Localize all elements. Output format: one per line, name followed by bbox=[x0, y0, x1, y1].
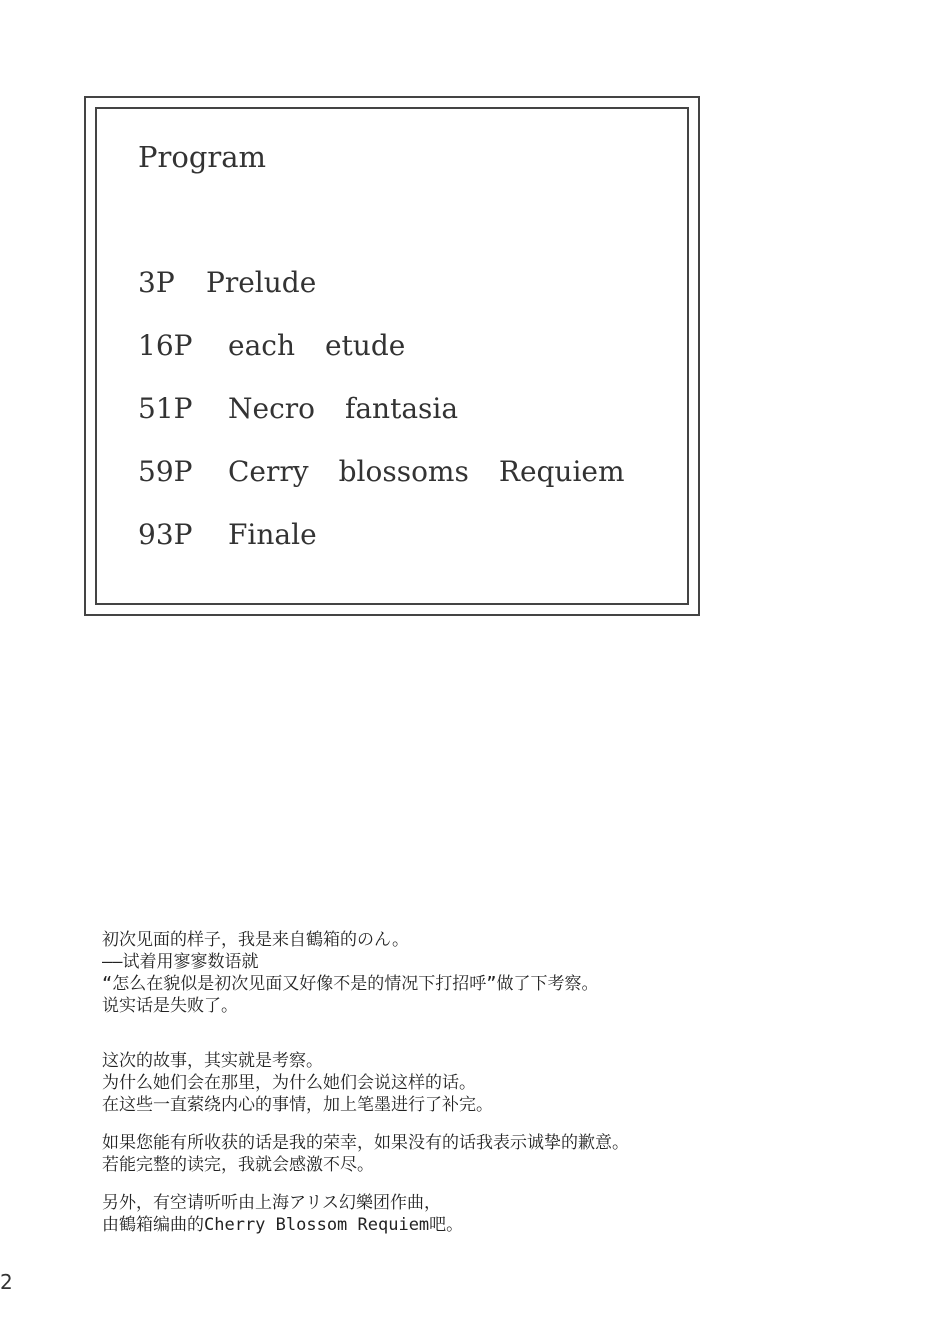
toc-page: 16P bbox=[138, 329, 193, 362]
note-line: 另外，有空请听听由上海アリス幻樂团作曲， bbox=[102, 1193, 441, 1213]
note-line: 由鶴箱编曲的Cherry Blossom Requiem吧。 bbox=[102, 1215, 464, 1235]
toc-entry bbox=[138, 329, 435, 362]
note-line: 若能完整的读完，我就会感激不尽。 bbox=[102, 1155, 374, 1175]
note-line: 说实话是失败了。 bbox=[102, 996, 238, 1016]
toc-page: 93P bbox=[138, 518, 193, 551]
toc-page: 51P bbox=[138, 392, 193, 425]
note-line: 初次见面的样子，我是来自鶴箱的のん。 bbox=[102, 930, 410, 950]
toc-page: 59P bbox=[138, 455, 193, 488]
toc-word: Finale bbox=[228, 518, 317, 551]
toc-entry bbox=[138, 392, 488, 425]
note-line: 这次的故事，其实就是考察。 bbox=[102, 1051, 323, 1071]
toc-entry bbox=[138, 455, 655, 488]
toc-word: etude bbox=[324, 329, 406, 362]
toc-word: Requiem bbox=[498, 455, 625, 488]
program-title: Program bbox=[138, 140, 267, 174]
note-line: 为什么她们会在那里，为什么她们会说这样的话。 bbox=[102, 1073, 476, 1093]
toc-word: Cerry bbox=[228, 455, 309, 488]
note-line: ——试着用寥寥数语就 bbox=[102, 952, 259, 972]
toc-entry bbox=[138, 518, 347, 551]
toc-word: each bbox=[228, 329, 295, 362]
note-line: “怎么在貌似是初次见面又好像不是的情况下打招呼”做了下考察。 bbox=[102, 974, 599, 994]
toc-word: Necro bbox=[228, 392, 315, 425]
toc-word: Prelude bbox=[206, 266, 317, 299]
toc-page: 3P bbox=[138, 266, 175, 299]
page-number: 2 bbox=[0, 1270, 13, 1294]
note-line: 如果您能有所收获的话是我的荣幸，如果没有的话我表示诚挚的歉意。 bbox=[102, 1133, 629, 1153]
note-line: 在这些一直萦绕内心的事情，加上笔墨进行了补完。 bbox=[102, 1095, 493, 1115]
toc-word: fantasia bbox=[345, 392, 459, 425]
toc-entry bbox=[138, 266, 346, 299]
toc-word: blossoms bbox=[338, 455, 469, 488]
